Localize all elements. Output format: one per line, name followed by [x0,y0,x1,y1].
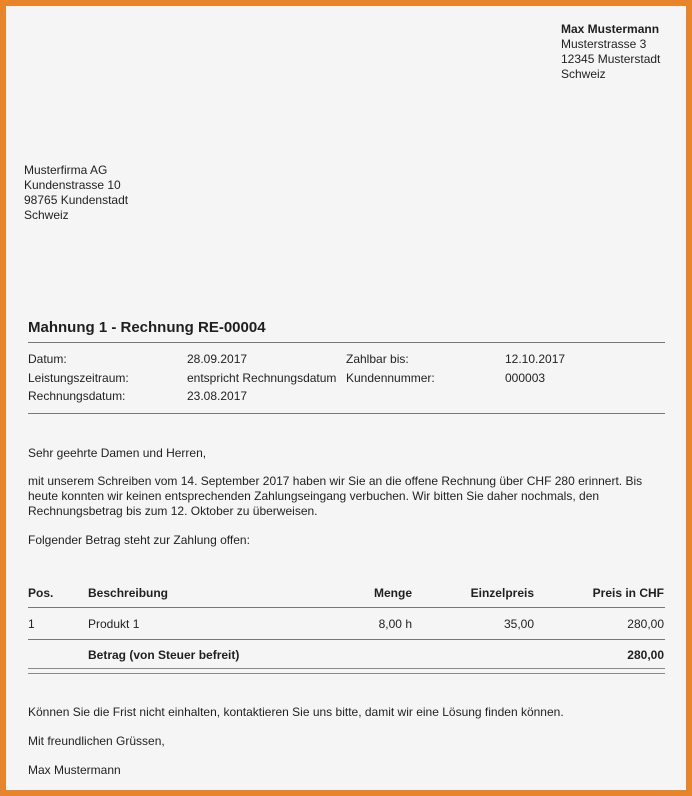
meta-kunde-label: Kundennummer: [346,371,435,385]
col-header-unit: Einzelpreis [470,586,534,600]
meta-datum-label: Datum: [28,352,67,366]
recipient-city: 98765 Kundenstadt [24,193,129,207]
sender-street: Musterstrasse 3 [561,37,647,51]
meta-rechnung-label: Rechnungsdatum: [28,389,126,403]
table-intro: Folgender Betrag steht zur Zahlung offen: [28,533,250,547]
title-divider [28,342,665,343]
meta-kunde-value: 000003 [505,371,546,385]
table-row-divider [28,639,665,640]
row-pos: 1 [28,617,35,631]
table-header-divider [28,607,665,608]
sender-address [561,22,660,82]
row-desc: Produkt 1 [88,617,140,631]
sender-city: 12345 Musterstadt [561,52,661,66]
meta-datum-value: 28.09.2017 [187,352,248,366]
recipient-country: Schweiz [24,208,69,222]
meta-leistung-label: Leistungszeitraum: [28,371,129,385]
meta-zahlbar-label: Zahlbar bis: [346,352,409,366]
col-header-total: Preis in CHF [592,586,664,600]
recipient-street: Kundenstrasse 10 [24,178,121,192]
sum-label: Betrag (von Steuer befreit) [88,648,240,662]
row-total: 280,00 [627,617,664,631]
closing-note: Können Sie die Frist nicht einhalten, kontaktieren Sie uns bitte, damit wir eine Lösung finden können. [28,705,564,719]
salutation: Sehr geehrte Damen und Herren, [28,446,207,460]
recipient-company: Musterfirma AG [24,163,108,177]
sender-name: Max Mustermann [561,22,660,36]
meta-leistung-value: entspricht Rechnungsdatum [187,371,337,385]
meta-rechnung-value: 23.08.2017 [187,389,248,403]
col-header-pos: Pos. [28,586,54,600]
sum-value: 280,00 [627,648,664,662]
meta-divider [28,413,665,414]
signature: Max Mustermann [28,763,121,777]
meta-zahlbar-value: 12.10.2017 [505,352,566,366]
col-header-qty: Menge [373,586,412,600]
sum-double-rule [28,668,665,674]
recipient-address [24,163,128,223]
row-unit: 35,00 [503,617,534,631]
row-qty: 8,00 h [378,617,412,631]
invoice-page [6,6,686,790]
document-title: Mahnung 1 - Rechnung RE-00004 [28,319,266,336]
letter-body: mit unserem Schreiben vom 14. September 2017 haben wir Sie an die offene Rechnung über CHF 280 erinnert. Bis heute konnten wir keinen entsprechenden Zahlungseingang verbuchen. Wir bitten Sie daher nochmals, den Rechnungsbetrag bis zum 12. Oktober zu überweisen. [28,474,643,518]
col-header-desc: Beschreibung [88,586,169,600]
sender-country: Schweiz [561,67,606,81]
regards: Mit freundlichen Grüssen, [28,734,165,748]
